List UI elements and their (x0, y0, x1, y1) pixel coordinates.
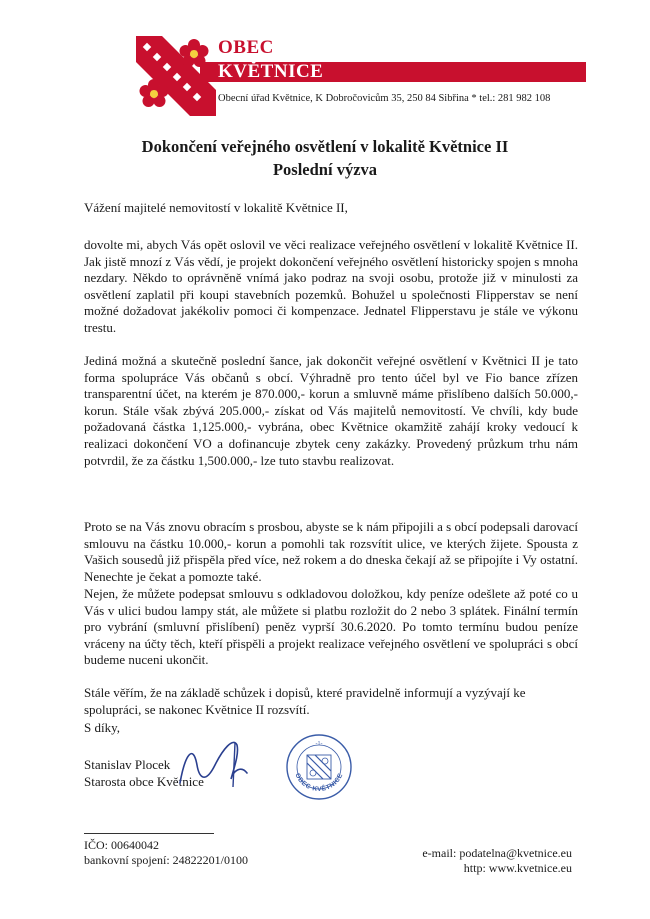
paragraph-1: dovolte mi, abych Vás opět oslovil ve věci realizace veřejného osvětlení v lokalitě Květnice II. Jak jistě mnozí z Vás vědí, je projekt dokončení veřejného osvětlení historicky spojen s mnoha nezdary. Někdo to oprávněně vnímá jako podraz na svoji osobu, protože již v minulosti za osvětlení zaplatil při koupi stavebních pozemků. Bohužel u společnosti Flipperstav se není možné dožadovat jakékoliv pomoci či kompenzace. Jednatel Flipperstavu je stále ve výkonu trestu. (84, 237, 578, 335)
signer-name: Stanislav Plocek (84, 757, 171, 772)
stamp-number: -1- (315, 741, 323, 747)
paragraph-5: Stále věřím, že na základě schůzek i dopisů, které pravidelně informují a vyzývají ke spolupráci, se nakonec Květnice II rozsvítí. (84, 685, 526, 717)
footer-right (422, 846, 572, 876)
document-title: Dokončení veřejného osvětlení v lokalitě Květnice II (141, 137, 509, 156)
salutation: Vážení majitelé nemovitostí v lokalitě Květnice II, (84, 200, 348, 215)
closing-thanks: S díky, (84, 720, 120, 735)
stamp-text: OBEC KVĚTNICE (293, 772, 345, 794)
footer-left (84, 838, 248, 868)
org-name-line1: OBEC (218, 37, 274, 58)
handwritten-signature (175, 735, 265, 790)
footer-bank: bankovní spojení: 24822201/0100 (84, 853, 248, 867)
footer-divider (84, 833, 214, 834)
signer-role: Starosta obce Květnice (84, 773, 204, 789)
org-name-top (218, 38, 274, 57)
footer-ico: IČO: 00640042 (84, 838, 159, 852)
paragraph-3: Proto se na Vás znovu obracím s prosbou, abyste se k nám připojili a s obcí podepsali darovací smlouvu na částku 10.000,- korun a pomohli tak rozsvítit ulice, ve kterých žijete. Spousta z Vašich sousedů již přispěla před více, než rokem a do dneska čekají až se připojíte i Vy ostatní. Nenechte je čekat a pomozte také. (84, 519, 578, 584)
paragraph-4: Nejen, že můžete podepsat smlouvu s odkladovou doložkou, kdy peníze odešlete až poté co u Vás v ulici budou lampy stát, ale můžete si platbu rozložit do 2 nebo 3 splátek. Finální termín pro vybrání (smluvní přislíbení) peněz vyprší 30.6.2020. Po tomto termínu budou peníze vráceny na účty těch, kteří přispěli a projekt realizace veřejného osvětlení ve spolupráci s obcí budeme nuceni ukončit. (84, 586, 578, 668)
municipal-stamp (285, 733, 353, 801)
document-subtitle: Poslední výzva (272, 160, 378, 179)
footer-email[interactable]: e-mail: podatelna@kvetnice.eu (422, 846, 572, 860)
footer-web[interactable]: http: www.kvetnice.eu (463, 861, 572, 875)
org-name-line2: KVĚTNICE (218, 61, 324, 82)
header-address: Obecní úřad Květnice, K Dobročovicům 35, 250 84 Sibřina * tel.: 281 982 108 (218, 93, 551, 104)
paragraph-2: Jediná možná a skutečně poslední šance, jak dokončit veřejné osvětlení v Květnici II je tato forma spolupráce Vás občanů s obcí. Výhradně pro tento účel byl ve Fio bance zřízen transparentní účet, na kterém je 870.000,- korun a smluvně máme přislíbeno dalších 50.000,- korun. Stále však zbývá 205.000,- získat od Vás majitelů nemovitostí. Ve chvíli, kdy bude požadovaná částka 1,125.000,- vybrána, obec Květnice okamžitě zahájí kroky vedoucí k realizaci dokončení VO a dofinancuje zbytek ceny zakázky. Provedený průzkum trhu nám potvrdil, že za částku 1,500.000,- lze tuto stavbu realizovat. (84, 353, 578, 468)
